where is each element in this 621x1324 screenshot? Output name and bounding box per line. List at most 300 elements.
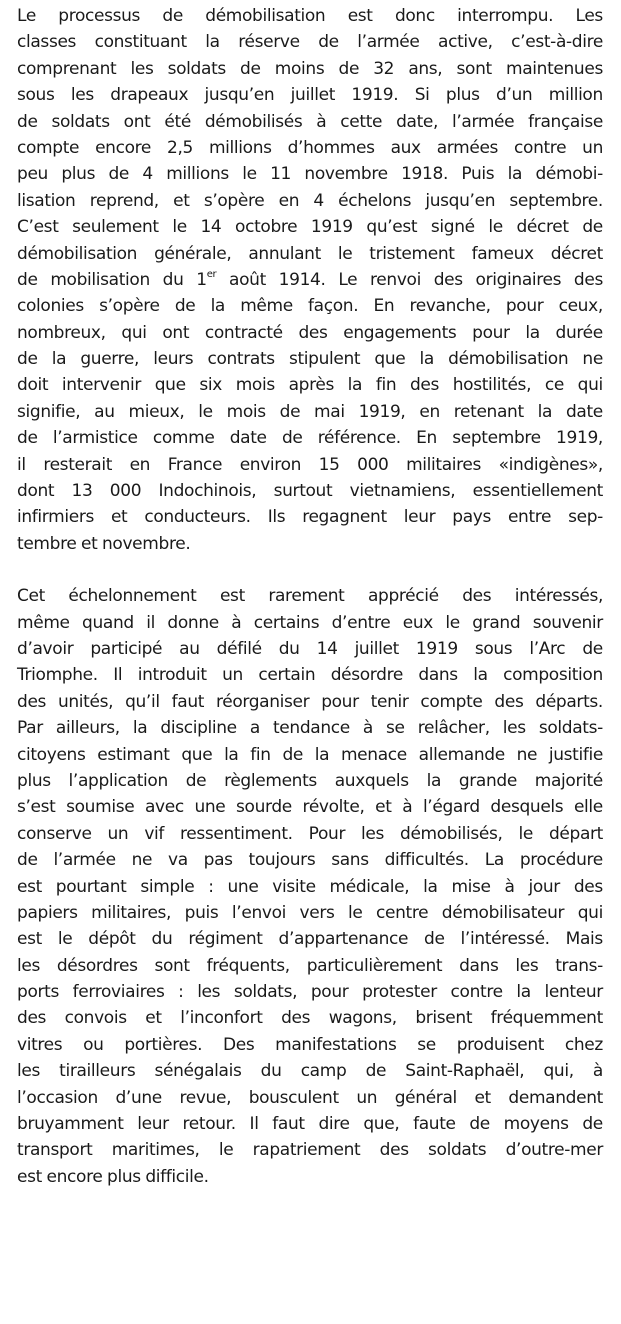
word: Pour <box>308 823 346 844</box>
word: vif <box>144 823 165 844</box>
word: durée <box>555 322 603 343</box>
word: juillet <box>290 85 336 106</box>
word: pays <box>452 507 491 528</box>
word: 1919 <box>415 638 458 659</box>
word: de <box>365 1061 387 1082</box>
word: Il <box>113 665 123 686</box>
word: le <box>488 217 503 238</box>
text-line <box>17 214 603 240</box>
word: cette <box>340 111 383 132</box>
word: desquels <box>490 797 564 818</box>
word: démobi- <box>535 164 603 185</box>
word: militaires, <box>91 902 172 923</box>
text-line <box>17 715 603 741</box>
word: en <box>278 190 300 211</box>
word: sans <box>331 850 369 871</box>
word: Puis <box>461 164 495 185</box>
word: démobilisés <box>204 111 303 132</box>
word: réserve <box>238 32 300 53</box>
word: soldats, <box>233 982 298 1003</box>
word: date <box>229 428 267 449</box>
word: à <box>402 797 413 818</box>
word: compte <box>420 691 483 712</box>
word: les <box>17 955 40 976</box>
word: en <box>129 454 151 475</box>
word: plus <box>445 85 480 106</box>
word: date, <box>396 111 439 132</box>
word: au <box>94 401 115 422</box>
word: la <box>224 744 239 765</box>
word: le <box>337 243 353 264</box>
word: pour <box>310 982 349 1003</box>
word: il <box>17 454 26 475</box>
word: qu’il <box>125 691 160 712</box>
word: novembre <box>304 164 388 185</box>
word: signé <box>430 217 475 238</box>
text-line <box>17 979 603 1005</box>
word: Les <box>575 6 603 26</box>
word: la <box>419 349 434 370</box>
word: revue, <box>179 1087 232 1108</box>
word: l’égard <box>422 797 480 818</box>
word: d’entre <box>331 612 391 633</box>
word: processus <box>58 6 141 26</box>
word: «indigènes», <box>498 454 603 475</box>
word: une <box>227 876 259 897</box>
word: échelons <box>338 190 412 211</box>
word: été <box>164 111 191 132</box>
text-line <box>17 241 603 267</box>
word: de <box>281 428 303 449</box>
word: 4 <box>313 190 324 211</box>
word: procédure <box>519 850 603 871</box>
word: la <box>132 718 148 739</box>
word: ports <box>17 982 59 1003</box>
word: 14 <box>316 638 338 659</box>
word: septembre. <box>509 190 603 211</box>
word: wagons, <box>328 1008 397 1029</box>
word: des <box>17 1008 47 1029</box>
word: est <box>17 1166 47 1187</box>
word: l’armée <box>53 850 116 871</box>
word: En <box>416 428 437 449</box>
word: départ <box>548 823 603 844</box>
word: départs. <box>535 691 603 712</box>
word: jusqu’en <box>425 190 496 211</box>
word: s’opère <box>99 296 160 317</box>
word: active, <box>438 32 493 53</box>
word: des <box>494 691 524 712</box>
word: décret <box>550 243 603 264</box>
word: brisent <box>415 1008 473 1029</box>
document-page <box>17 3 603 1190</box>
word: échelonnement <box>68 586 197 607</box>
word: seulement <box>72 217 159 238</box>
word: trans- <box>555 955 603 976</box>
word: d’outre-mer <box>505 1140 603 1161</box>
text-line <box>17 425 603 451</box>
text-line <box>17 267 603 293</box>
word: essentiellement <box>472 481 603 502</box>
word: eux <box>402 612 433 633</box>
word: pourtant <box>55 876 127 897</box>
word: introduit <box>137 665 207 686</box>
word: guerre, <box>80 349 140 370</box>
word: elle <box>573 797 603 818</box>
word: défilé <box>216 638 262 659</box>
word: les <box>361 823 385 844</box>
word: 1914. <box>278 269 326 290</box>
text-line <box>17 821 603 847</box>
word: renvoi <box>370 269 421 290</box>
word: contre <box>514 137 567 158</box>
word: hostilités, <box>452 375 532 396</box>
text-line <box>17 109 603 135</box>
word: Le <box>17 6 36 26</box>
word: des <box>409 375 440 396</box>
word: quand <box>82 612 134 633</box>
word: sénégalais <box>154 1061 242 1082</box>
word: 1919, <box>556 428 603 449</box>
word: tendance <box>272 718 350 739</box>
word: comme <box>152 428 215 449</box>
word: auxquels <box>334 770 409 791</box>
word: fréquemment <box>490 1008 603 1029</box>
text-line <box>17 531 603 557</box>
word: sont <box>154 955 190 976</box>
word: discipline <box>160 718 237 739</box>
word: révolte, <box>302 797 365 818</box>
word: La <box>484 850 504 871</box>
word: camp <box>300 1061 347 1082</box>
word: jour <box>528 876 560 897</box>
word: ceux, <box>558 296 603 317</box>
word: manifestations <box>275 1034 397 1055</box>
word: l’envoi <box>231 902 287 923</box>
word: sourde <box>236 797 292 818</box>
word: intéressés, <box>514 586 603 607</box>
word: s’est <box>17 797 56 818</box>
word: difficultés. <box>384 850 469 871</box>
word: sous <box>474 638 513 659</box>
word: rarement <box>268 586 345 607</box>
word: pour <box>321 691 359 712</box>
word: doit <box>17 375 49 396</box>
word: mai <box>314 401 345 422</box>
text-line <box>17 1111 603 1137</box>
word: d’hommes <box>287 137 375 158</box>
word: la <box>426 770 442 791</box>
word: ailleurs, <box>55 718 120 739</box>
word: de <box>17 850 38 871</box>
word: six <box>199 375 222 396</box>
text-line <box>17 768 603 794</box>
word: Si <box>414 85 430 106</box>
word: certain <box>258 665 316 686</box>
word: septembre <box>452 428 541 449</box>
word: citoyens <box>17 744 86 765</box>
word: tirailleurs <box>59 1061 136 1082</box>
word: surtout <box>273 481 333 502</box>
word: plus <box>17 770 51 791</box>
text-line <box>17 504 603 530</box>
word: se <box>386 718 405 739</box>
word: des <box>298 322 328 343</box>
word: dire <box>318 1114 350 1135</box>
word: France <box>167 454 223 475</box>
word: soldats <box>428 1140 487 1161</box>
word: dépôt <box>88 929 136 950</box>
paragraph-2 <box>17 583 603 1190</box>
word: l’application <box>68 770 168 791</box>
word: est <box>219 586 245 607</box>
word: resterait <box>43 454 113 475</box>
word: de <box>469 1114 490 1135</box>
word: originaires <box>475 269 562 290</box>
word: entre <box>507 507 552 528</box>
word: Le <box>338 269 358 290</box>
word: revanche, <box>409 296 491 317</box>
word: simple <box>140 876 195 897</box>
word: puis <box>184 902 219 923</box>
word: infirmiers <box>17 507 94 528</box>
word: 000 <box>357 454 389 475</box>
word: Ils <box>267 507 286 528</box>
text-line <box>17 346 603 372</box>
text-line <box>17 636 603 662</box>
word: référence. <box>317 428 401 449</box>
word: contracté <box>204 322 283 343</box>
word: ont <box>123 111 151 132</box>
word: démobilisateur <box>441 902 565 923</box>
word: le <box>57 929 73 950</box>
word: : <box>208 876 214 897</box>
word: de <box>318 32 339 53</box>
word: à <box>316 111 327 132</box>
word: tristement <box>369 243 455 264</box>
word: juillet <box>354 638 399 659</box>
word: engagements <box>343 322 457 343</box>
word: plus <box>61 164 96 185</box>
word: des <box>281 1008 311 1029</box>
word: centre <box>376 902 429 923</box>
word: pour <box>472 322 510 343</box>
text-line <box>17 29 603 55</box>
word: un <box>582 137 603 158</box>
word: encore <box>46 1166 108 1187</box>
word: la <box>507 164 523 185</box>
word: de <box>424 929 445 950</box>
word: lenteur <box>544 982 603 1003</box>
word: convois <box>64 1008 127 1029</box>
word: millions <box>166 164 229 185</box>
text-line <box>17 135 603 161</box>
word: chez <box>564 1034 603 1055</box>
word: armées <box>436 137 499 158</box>
word: ce <box>544 375 564 396</box>
word: soldats <box>167 58 226 79</box>
word: colonies <box>17 296 84 317</box>
word: particulièrement <box>306 955 443 976</box>
word: et <box>81 533 102 554</box>
text-line <box>17 689 603 715</box>
word: leurs <box>153 349 194 370</box>
text-line <box>17 900 603 926</box>
word: que <box>181 744 213 765</box>
word: démobilisés, <box>400 823 503 844</box>
word: l’armée <box>357 32 420 53</box>
word: moins <box>274 58 325 79</box>
word: classes <box>17 32 77 53</box>
word: pas <box>203 850 233 871</box>
word: grande <box>458 770 517 791</box>
word: allemande <box>418 744 505 765</box>
word: la <box>423 876 438 897</box>
word: avec <box>144 797 184 818</box>
word: qui, <box>543 1061 574 1082</box>
word: 15 <box>318 454 340 475</box>
text-line <box>17 794 603 820</box>
word: 13 <box>71 481 93 502</box>
word: est <box>17 929 42 950</box>
word: désordre <box>330 665 403 686</box>
text-line <box>17 662 603 688</box>
word: dans <box>459 955 499 976</box>
word: ressentiment. <box>179 823 293 844</box>
word: des <box>573 269 603 290</box>
word: vitres <box>17 1034 63 1055</box>
text-line <box>17 399 603 425</box>
word: 2,5 <box>167 137 193 158</box>
word: ans, <box>408 58 443 79</box>
word: dont <box>17 481 55 502</box>
word: mois <box>235 375 275 396</box>
word: se <box>417 1034 436 1055</box>
word: une <box>194 797 226 818</box>
word: composition <box>503 665 603 686</box>
word: produisent <box>456 1034 545 1055</box>
word: de <box>282 744 304 765</box>
text-line <box>17 742 603 768</box>
word: d’avoir <box>17 638 74 659</box>
word: 1918. <box>401 164 448 185</box>
word: difficile. <box>145 1166 209 1187</box>
word: ne <box>516 744 538 765</box>
word: 1919 <box>310 217 353 238</box>
word: les <box>17 1061 40 1082</box>
word: ne <box>131 850 153 871</box>
word: ne <box>582 349 603 370</box>
word: 14 <box>200 217 222 238</box>
word: participé <box>90 638 163 659</box>
word: des <box>433 269 463 290</box>
word: et <box>474 1087 491 1108</box>
word: 1919, <box>358 401 406 422</box>
word: de <box>582 638 603 659</box>
word: de <box>582 217 603 238</box>
word: C’est <box>17 217 59 238</box>
word: relâcher, <box>417 718 490 739</box>
word: conducteurs. <box>144 507 251 528</box>
word: soumise <box>66 797 135 818</box>
word: de <box>17 111 38 132</box>
word: l’occasion <box>17 1087 98 1108</box>
word: démobilisation <box>448 349 569 370</box>
word: ont <box>162 322 190 343</box>
word: les <box>502 718 526 739</box>
word: la <box>205 32 220 53</box>
word: qui <box>577 902 603 923</box>
word: l’inconfort <box>180 1008 263 1029</box>
word: le <box>518 823 533 844</box>
word: papiers <box>17 902 78 923</box>
word: la <box>51 349 67 370</box>
word: le <box>445 612 460 633</box>
word: mise <box>451 876 491 897</box>
word: encore <box>95 137 152 158</box>
text-line <box>17 293 603 319</box>
word: et <box>375 797 392 818</box>
word: démobilisation <box>205 6 326 26</box>
text-line <box>17 3 603 29</box>
word: reprend, <box>89 190 159 211</box>
word: donc <box>394 6 435 26</box>
word: tenir <box>370 691 409 712</box>
text-line <box>17 320 603 346</box>
word: de <box>17 349 38 370</box>
word: millions <box>208 137 272 158</box>
word: certains <box>253 612 320 633</box>
word: retenant <box>453 401 524 422</box>
word: l’Arc <box>529 638 566 659</box>
word: que, <box>363 1114 400 1135</box>
word: les <box>197 982 221 1003</box>
word: en <box>419 401 440 422</box>
word: la <box>473 665 488 686</box>
word: et <box>110 507 128 528</box>
word: de <box>162 6 183 26</box>
word: est <box>347 6 373 26</box>
word: de <box>582 1114 603 1135</box>
word: d’appartenance <box>278 929 409 950</box>
word: l’armistice <box>52 428 138 449</box>
word: la <box>210 296 226 317</box>
word: et <box>145 1008 162 1029</box>
word: fameux <box>471 243 534 264</box>
text-line <box>17 874 603 900</box>
word: d’une <box>115 1087 162 1108</box>
word: un <box>356 1087 378 1108</box>
word: Mais <box>565 929 603 950</box>
word: à <box>504 876 515 897</box>
word: grand <box>472 612 521 633</box>
word: transport <box>17 1140 93 1161</box>
word: le <box>198 401 213 422</box>
word: façon. <box>308 296 359 317</box>
superscript: er <box>206 269 217 281</box>
word: contre <box>450 982 503 1003</box>
word: unités, <box>57 691 114 712</box>
word: des <box>462 586 492 607</box>
word: Par <box>17 718 43 739</box>
word: régiment <box>188 929 263 950</box>
word: qui <box>577 375 603 396</box>
word: démobilisation <box>17 243 138 264</box>
word: le <box>218 1140 234 1161</box>
word: que <box>154 375 186 396</box>
word: Saint-Raphaël, <box>405 1061 525 1082</box>
text-line <box>17 610 603 636</box>
